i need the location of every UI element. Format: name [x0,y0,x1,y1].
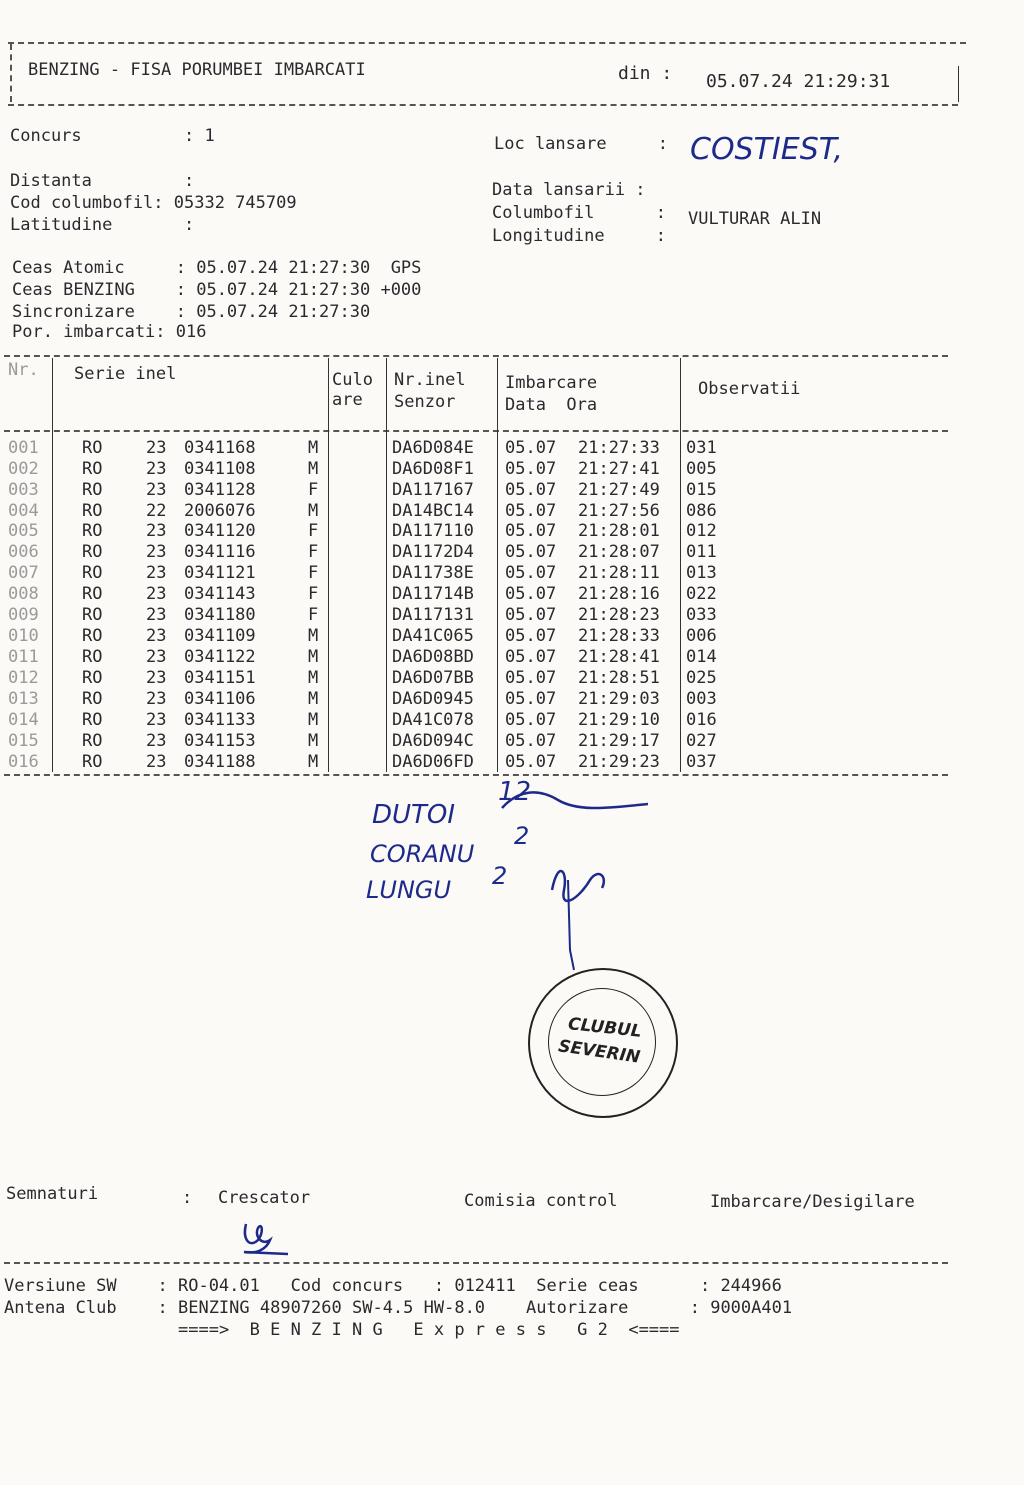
stamp-line-1: CLUBUL [567,1014,643,1042]
cell-inel: 0341153 [184,731,256,751]
col-header-culoare-2: are [332,390,363,410]
cell-inel: 0341180 [184,605,256,625]
handwritten-note-1: DUTOI [372,800,456,830]
cell-ora: 21:27:49 [578,480,660,500]
cell-ora: 21:27:33 [578,438,660,458]
table-row [0,647,760,668]
col-header-serie: Serie inel [74,364,177,384]
col-header-nrinel-1: Nr.inel [394,370,466,390]
cell-nr: 003 [8,480,39,500]
benzing-express-line: ====> B E N Z I N G E x p r e s s G 2 <==== [178,1320,680,1340]
handwritten-signature-icon [498,777,658,980]
col-header-imbarcare-1: Imbarcare [505,373,598,393]
cell-tara: RO [82,584,103,604]
cell-data: 05.07 [505,563,557,583]
distanta-field: Distanta : [10,171,195,191]
cell-inel: 0341120 [184,521,256,541]
table-row [0,626,760,647]
cell-sex: M [308,438,319,458]
table-row [0,563,760,584]
cell-obs: 011 [686,542,717,562]
cell-nr: 010 [8,626,39,646]
cell-ora: 21:27:56 [578,501,660,521]
cell-an: 23 [146,626,167,646]
columbofil-value: VULTURAR ALIN [688,209,822,229]
cell-data: 05.07 [505,689,557,709]
cell-senzor: DA1172D4 [392,542,474,562]
cell-sex: M [308,626,319,646]
table-row [0,459,760,480]
cell-inel: 0341122 [184,647,256,667]
table-row [0,584,760,605]
cell-data: 05.07 [505,605,557,625]
handwritten-mark-2: 2 [514,822,530,850]
cell-data: 05.07 [505,521,557,541]
cell-sex: M [308,689,319,709]
imbarcare-desigilare-label: Imbarcare/Desigilare [710,1192,915,1212]
cell-an: 23 [146,584,167,604]
cell-sex: M [308,668,319,688]
sincronizare-field: Sincronizare : 05.07.24 21:27:30 [12,302,371,322]
cell-sex: M [308,731,319,751]
cell-tara: RO [82,480,103,500]
cell-sex: F [308,542,319,562]
cell-senzor: DA6D06FD [392,752,474,772]
cell-obs: 006 [686,626,717,646]
cell-tara: RO [82,438,103,458]
cell-data: 05.07 [505,626,557,646]
cell-data: 05.07 [505,480,557,500]
cell-nr: 015 [8,731,39,751]
longitudine-field: Longitudine : [492,226,666,246]
cell-tara: RO [82,459,103,479]
handwritten-note-3: LUNGU [366,876,452,904]
cell-an: 22 [146,501,167,521]
concurs-field: Concurs : 1 [10,126,215,146]
cell-obs: 013 [686,563,717,583]
cell-nr: 014 [8,710,39,730]
stamp-line-2: SEVERIN [557,1036,642,1068]
table-row [0,480,760,501]
footer-rule [4,1262,948,1264]
cell-ora: 21:29:23 [578,752,660,772]
table-row [0,521,760,542]
cell-an: 23 [146,459,167,479]
col-header-nrinel-2: Senzor [394,392,456,412]
cell-an: 23 [146,605,167,625]
cell-inel: 0341108 [184,459,256,479]
cell-sex: F [308,584,319,604]
cell-ora: 21:28:41 [578,647,660,667]
cell-an: 23 [146,689,167,709]
header-left-rule [10,44,12,102]
cell-obs: 025 [686,668,717,688]
cell-inel: 0341168 [184,438,256,458]
semnaturi-label: Semnaturi [6,1184,99,1204]
cell-an: 23 [146,480,167,500]
cell-obs: 005 [686,459,717,479]
cell-data: 05.07 [505,542,557,562]
cell-obs: 003 [686,689,717,709]
handwritten-mark-1: 12 [498,777,532,807]
cell-tara: RO [82,605,103,625]
cell-sex: F [308,605,319,625]
cell-obs: 033 [686,605,717,625]
cell-an: 23 [146,752,167,772]
cell-sex: M [308,501,319,521]
cell-data: 05.07 [505,752,557,772]
cell-tara: RO [82,710,103,730]
cell-an: 23 [146,647,167,667]
cell-tara: RO [82,563,103,583]
cell-obs: 037 [686,752,717,772]
cell-data: 05.07 [505,710,557,730]
ceas-benzing-field: Ceas BENZING : 05.07.24 21:27:30 +000 [12,280,422,300]
cell-senzor: DA117131 [392,605,474,625]
cell-obs: 022 [686,584,717,604]
cell-obs: 027 [686,731,717,751]
table-row [0,689,760,710]
cod-columbofil-field: Cod columbofil: 05332 745709 [10,193,297,213]
cell-senzor: DA117110 [392,521,474,541]
cell-senzor: DA6D084E [392,438,474,458]
table-top-rule [4,355,948,357]
header-bottom-rule [8,104,958,106]
cell-ora: 21:27:41 [578,459,660,479]
cell-nr: 005 [8,521,39,541]
cell-tara: RO [82,731,103,751]
latitudine-field: Latitudine : [10,215,195,235]
cell-nr: 006 [8,542,39,562]
cell-ora: 21:28:23 [578,605,660,625]
cell-nr: 016 [8,752,39,772]
cell-senzor: DA11714B [392,584,474,604]
data-lansarii-field: Data lansarii : [492,180,646,200]
cell-inel: 0341151 [184,668,256,688]
columbofil-label: Columbofil : [492,203,666,223]
cell-nr: 004 [8,501,39,521]
cell-nr: 002 [8,459,39,479]
cell-sex: M [308,647,319,667]
cell-senzor: DA117167 [392,480,474,500]
col-header-observatii: Observatii [698,379,801,399]
cell-senzor: DA6D094C [392,731,474,751]
cell-nr: 012 [8,668,39,688]
cell-senzor: DA14BC14 [392,501,474,521]
table-row [0,710,760,731]
crescator-label: Crescator [218,1188,311,1208]
cell-ora: 21:28:11 [578,563,660,583]
cell-senzor: DA6D08BD [392,647,474,667]
cell-sex: F [308,521,319,541]
cell-ora: 21:29:10 [578,710,660,730]
cell-nr: 008 [8,584,39,604]
cell-data: 05.07 [505,668,557,688]
print-date-label: din : [618,63,673,84]
cell-ora: 21:29:17 [578,731,660,751]
cell-sex: M [308,710,319,730]
cell-obs: 086 [686,501,717,521]
cell-tara: RO [82,668,103,688]
cell-senzor: DA6D0945 [392,689,474,709]
porumbei-imbarcati-field: Por. imbarcati: 016 [12,322,207,342]
cell-tara: RO [82,647,103,667]
handwritten-mark-3: 2 [492,862,508,890]
cell-tara: RO [82,501,103,521]
cell-an: 23 [146,542,167,562]
table-row [0,501,760,522]
cell-tara: RO [82,752,103,772]
cell-obs: 012 [686,521,717,541]
cell-sex: M [308,459,319,479]
cell-data: 05.07 [505,731,557,751]
cell-obs: 015 [686,480,717,500]
semnaturi-colon: : [182,1188,193,1208]
cell-tara: RO [82,542,103,562]
table-row [0,668,760,689]
cell-senzor: DA6D07BB [392,668,474,688]
crescator-signature-icon [236,1218,296,1258]
table-row [0,752,760,773]
cell-an: 23 [146,668,167,688]
cell-tara: RO [82,521,103,541]
cell-obs: 014 [686,647,717,667]
cell-sex: M [308,752,319,772]
col-header-nr: Nr. [8,360,39,380]
cell-data: 05.07 [505,647,557,667]
cell-ora: 21:28:51 [578,668,660,688]
ceas-atomic-field: Ceas Atomic : 05.07.24 21:27:30 GPS [12,258,422,278]
header-top-rule [8,42,966,44]
table-row [0,605,760,626]
cell-data: 05.07 [505,501,557,521]
cell-inel: 0341106 [184,689,256,709]
cell-nr: 011 [8,647,39,667]
cell-inel: 0341121 [184,563,256,583]
cell-inel: 2006076 [184,501,256,521]
table-bottom-rule [4,774,948,776]
col-header-imbarcare-2: Data Ora [505,395,598,415]
cell-senzor: DA41C078 [392,710,474,730]
cell-senzor: DA6D08F1 [392,459,474,479]
table-row [0,438,760,459]
cell-an: 23 [146,521,167,541]
cell-tara: RO [82,689,103,709]
cell-sex: F [308,480,319,500]
cell-inel: 0341188 [184,752,256,772]
versiune-sw-line: Versiune SW : RO-04.01 Cod concurs : 012411 Serie ceas : 244966 [4,1276,782,1296]
cell-an: 23 [146,563,167,583]
cell-sex: F [308,563,319,583]
col-header-culoare-1: Culo [332,370,373,390]
cell-an: 23 [146,710,167,730]
cell-an: 23 [146,438,167,458]
cell-nr: 007 [8,563,39,583]
cell-nr: 013 [8,689,39,709]
table-row [0,542,760,563]
cell-data: 05.07 [505,584,557,604]
club-stamp [528,968,678,1118]
header-right-rule [958,66,959,102]
print-date-value: 05.07.24 21:29:31 [706,71,891,92]
cell-data: 05.07 [505,438,557,458]
cell-senzor: DA11738E [392,563,474,583]
cell-ora: 21:28:33 [578,626,660,646]
cell-ora: 21:28:16 [578,584,660,604]
table-header-rule [4,430,948,432]
table-row [0,731,760,752]
cell-inel: 0341128 [184,480,256,500]
cell-inel: 0341143 [184,584,256,604]
cell-data: 05.07 [505,459,557,479]
antena-club-line: Antena Club : BENZING 48907260 SW-4.5 HW-8.0 Autorizare : 9000A401 [4,1298,793,1318]
cell-an: 23 [146,731,167,751]
cell-inel: 0341133 [184,710,256,730]
cell-ora: 21:28:07 [578,542,660,562]
comisia-control-label: Comisia control [464,1191,618,1211]
handwritten-note-2: CORANU [370,840,475,868]
cell-ora: 21:28:01 [578,521,660,541]
cell-obs: 016 [686,710,717,730]
cell-nr: 001 [8,438,39,458]
document-title: BENZING - FISA PORUMBEI IMBARCATI [28,60,366,80]
loc-lansare-label: Loc lansare : [494,134,668,154]
loc-lansare-handwritten: COSTIEST, [690,132,844,167]
cell-ora: 21:29:03 [578,689,660,709]
cell-tara: RO [82,626,103,646]
cell-obs: 031 [686,438,717,458]
cell-inel: 0341116 [184,542,256,562]
cell-inel: 0341109 [184,626,256,646]
cell-senzor: DA41C065 [392,626,474,646]
cell-nr: 009 [8,605,39,625]
